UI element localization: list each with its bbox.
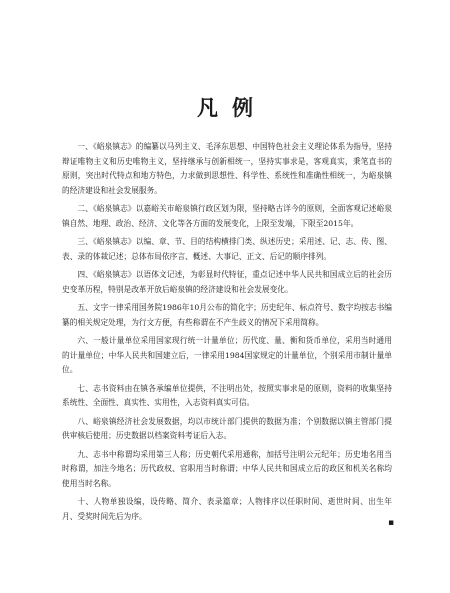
paragraph: 九、志书中称谓均采用第三人称；历史朝代采用通称，加括号注明公元纪年；历史地名用当时称谓，加注今地名；历代政权、官职用当时称谓；中华人民共和国成立后的政区和机关名称均使用当时名称。	[62, 449, 392, 488]
paragraph: 三、《峪泉镇志》以编、章、节、目的结构横排门类、纵述历史；采用述、记、志、传、图、表、录的体裁记述；总体布局依序言、概述、大事记、正文、后记的顺序排列。	[62, 237, 392, 261]
paragraph: 五、文字一律采用国务院1986年10月公布的简化字；历史纪年、标点符号、数字均按志书编纂的相关规定处理，为行文方便，有些称谓在不产生歧义的情况下采用简称。	[62, 303, 392, 327]
paragraph: 一、《峪泉镇志》的编纂以马列主义、毛泽东思想、中国特色社会主义理论体系为指导，坚持辩证唯物主义和历史唯物主义，坚持继承与创新相统一，坚持实事求是，客观真实，秉笔直书的原则，突出时代特点和地方特色，力求做到思想性、科学性、系统性和准确性相统一，为峪泉镇的经济建设和社会发展服务。	[62, 142, 392, 195]
paragraph: 七、志书资料由在镇各承编单位提供，不注明出处，按照实事求是的原则，资料的收集坚持系统性、全面性、真实性、实用性，入志资料真实可信。	[62, 383, 392, 408]
paragraph: 八、峪泉镇经济社会发展数据，均以市统计部门提供的数据为准；个别数据以镇主管部门提供审核后使用；历史数据以档案资料考证后入志。	[62, 416, 392, 441]
paragraph: 十、人物单独设编，设传略、简介、表录篇章；人物排序以任职时间、逝世时间、出生年月、受奖时间先后为序。	[62, 497, 392, 521]
paragraph: 四、《峪泉镇志》以语体文记述，为彰显时代特征，重点记述中华人民共和国成立后的社会历史变革历程，特别是改革开放后峪泉镇的经济建设和社会发展变化。	[62, 270, 392, 294]
page-title: 凡例	[197, 96, 267, 120]
paragraph: 二、《峪泉镇志》以嘉峪关市峪泉镇行政区划为限，坚持略古详今的原则，全面客观记述峪泉镇自然、地理、政治、经济、文化等各方面的发展变化，上限至发端，下限至2015年。	[62, 204, 392, 228]
page-mark: ▪	[388, 518, 395, 528]
document-body	[62, 140, 395, 528]
paragraph: 六、一般计量单位采用国家现行统一计量单位；历代度、量、衡和货币单位，采用当时通用的计量单位；中华人民共和国建立后，一律采用1984国家规定的计量单位，个别采用市制计量单位。	[62, 336, 392, 375]
